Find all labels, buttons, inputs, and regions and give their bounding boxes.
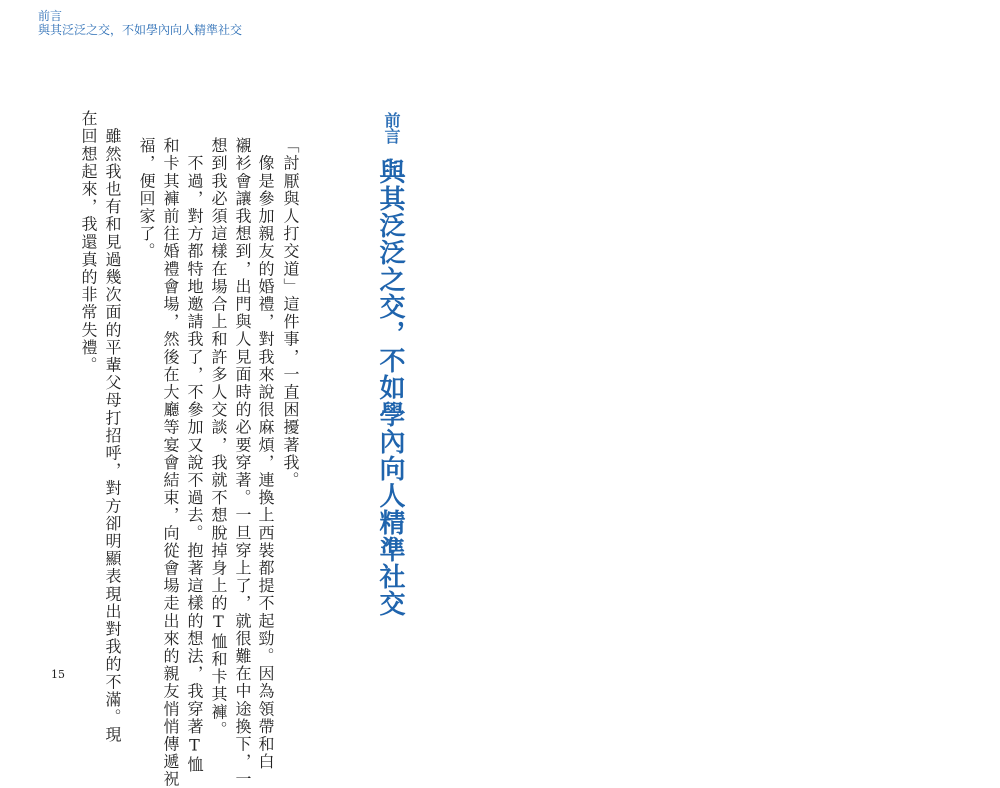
body-column-5: 不過，對方都特地邀請我了，不參加又說不過去。抱著這樣的想法，我穿著T恤 [185,137,204,774]
body-column-7: 福，便回家了。 [137,137,156,261]
running-head-label: 前言 [38,9,63,23]
chapter-label: 前言 [382,112,401,144]
body-column-8: 雖然我也有和見過幾次面的平輩父母打招呼，對方卻明顯表現出對我的不滿。現 [103,110,122,744]
body-column-9: 在回想起來，我還真的非常失禮。 [79,110,98,374]
body-column-3: 襯衫會讓我想到，出門與人見面時的必要穿著。一旦穿上了，就很難在中途換下，一 [233,137,252,788]
running-head-title: 與其泛泛之交，不如學內向人精準社交 [38,23,243,37]
body-column-4: 想到我必須這樣在場合上和許多人交談，我就不想脫掉身上的T恤和卡其褲。 [209,137,228,739]
page-number: 15 [51,668,65,681]
running-head [38,9,242,37]
body-column-6: 和卡其褲前往婚禮會場，然後在大廳等宴會結束，向從會場走出來的親友悄悄傳遞祝 [161,137,180,788]
body-column-2: 像是參加親友的婚禮，對我來說很麻煩，連換上西裝都提不起勁。因為領帶和白 [256,137,275,771]
body-column-1: 「討厭與人打交道」這件事，一直困擾著我。 [281,137,300,489]
chapter-title: 與其泛泛之交，不如學內向人精準社交 [375,158,405,617]
